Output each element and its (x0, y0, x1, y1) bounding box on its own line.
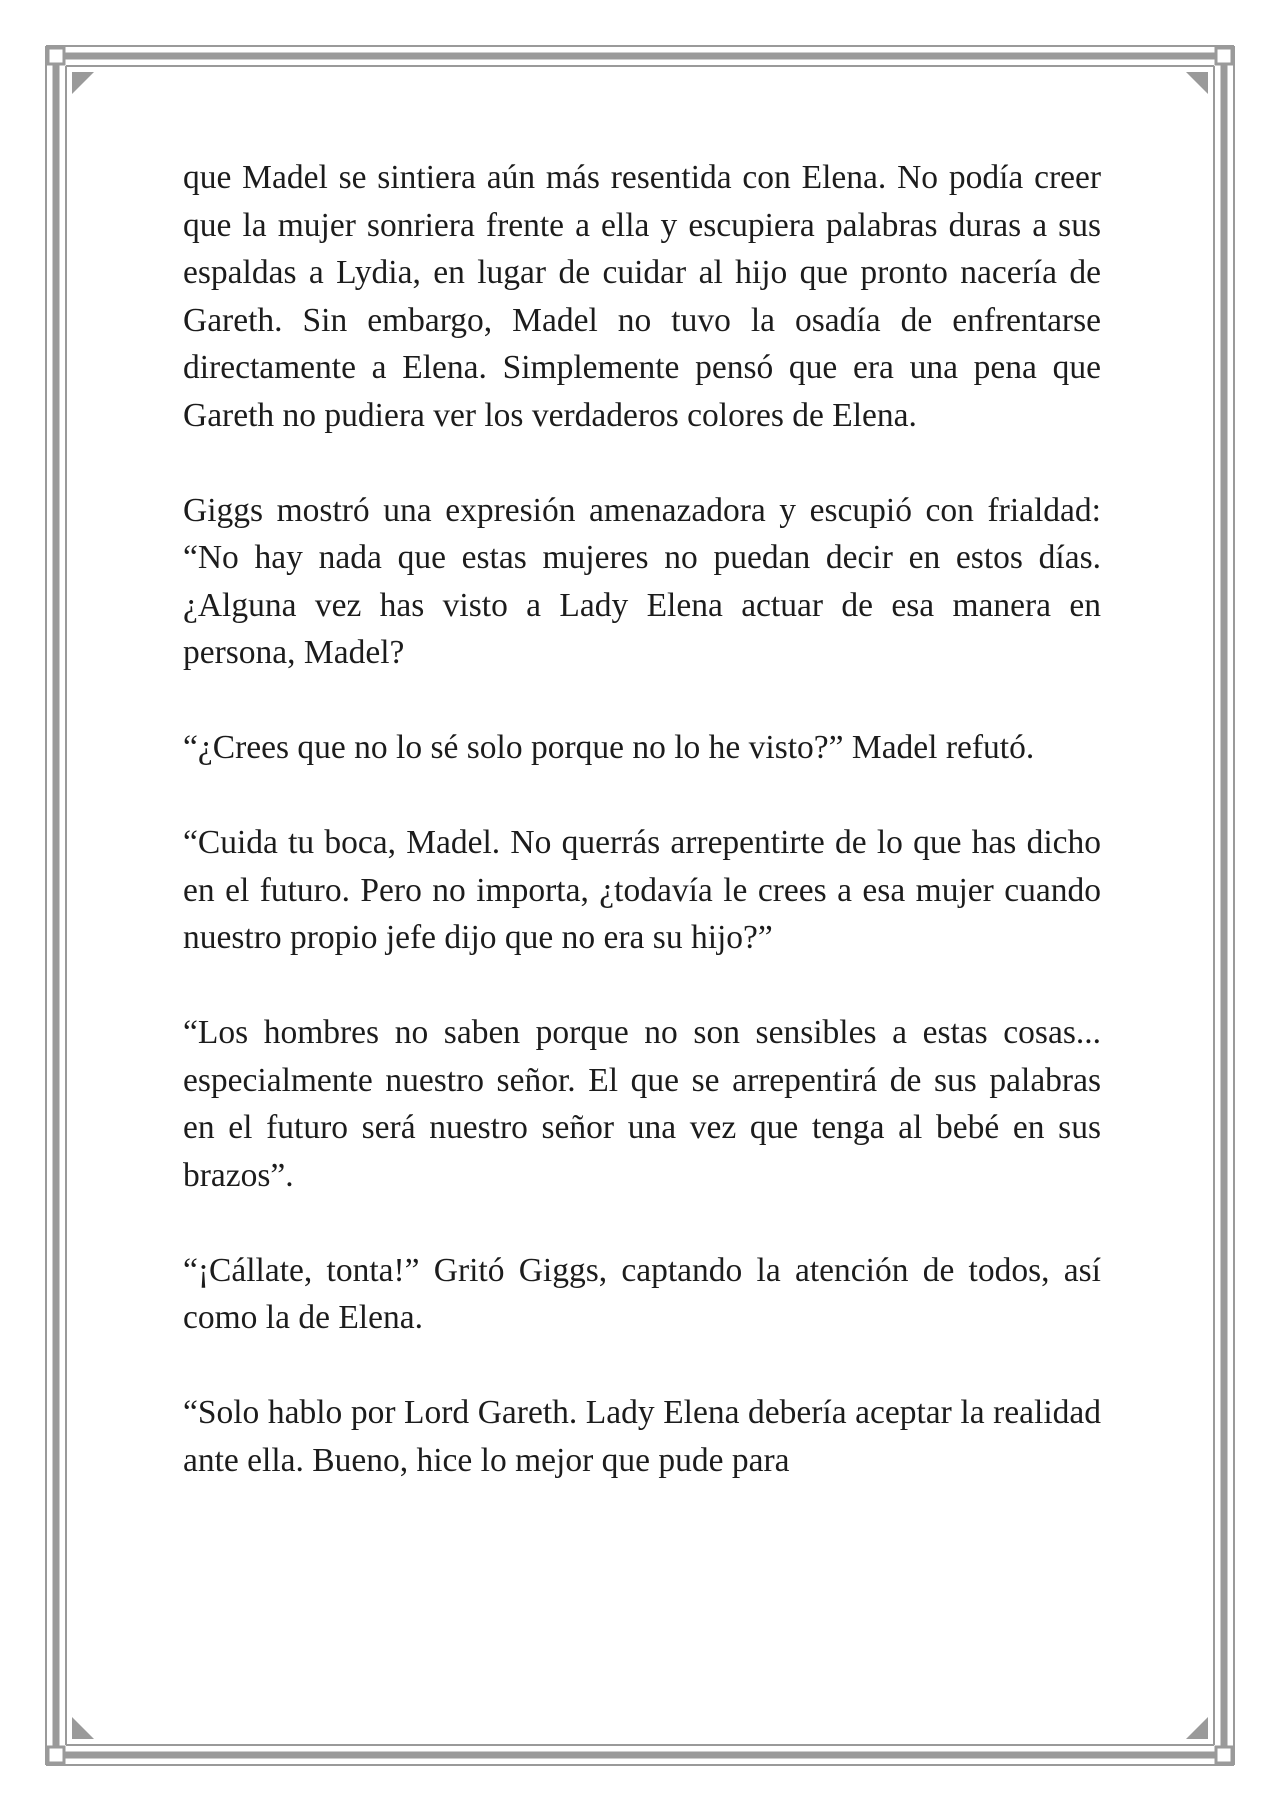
corner-square-top-right (1216, 48, 1232, 64)
corner-ornament-bottom-left (72, 1717, 94, 1739)
paragraph: “Solo hablo por Lord Gareth. Lady Elena debería aceptar la realidad ante ella. Bueno, hice lo mejor que pude para (183, 1394, 1101, 1479)
paragraph: Giggs mostró una expresión amenazadora y escupió con frialdad: “No hay nada que estas mujeres no puedan decir en estos días. ¿Alguna vez has visto a Lady Elena actuar de esa manera en persona, Madel? (183, 491, 1101, 671)
paragraph: “¿Crees que no lo sé solo porque no lo he visto?” Madel refutó. (183, 729, 1035, 766)
corner-square-bottom-right (1216, 1747, 1232, 1763)
corner-square-top-left (48, 48, 64, 64)
paragraph: que Madel se sintiera aún más resentida con Elena. No podía creer que la mujer sonriera frente a ella y escupiera palabras duras a sus espaldas a Lydia, en lugar de cuidar al hijo que pronto nacería de Gareth. Sin embargo, Madel no tuvo la osadía de enfrentarse directamente a Elena. Simplemente pensó que era una pena que Gareth no pudiera ver los verdaderos colores de Elena. (183, 159, 1101, 434)
page-body-text (183, 154, 1101, 1484)
corner-ornament-top-left (72, 72, 94, 94)
corner-ornament-top-right (1186, 72, 1208, 94)
paragraph: “Los hombres no saben porque no son sensibles a estas cosas... especialmente nuestro señor. El que se arrepentirá de sus palabras en el futuro será nuestro señor una vez que tenga al bebé en sus brazos”. (183, 1014, 1101, 1194)
corner-ornament-bottom-right (1186, 1717, 1208, 1739)
paragraph: “Cuida tu boca, Madel. No querrás arrepentirte de lo que has dicho en el futuro. Pero no importa, ¿todavía le crees a esa mujer cuando nuestro propio jefe dijo que no era su hijo?” (183, 824, 1101, 956)
corner-square-bottom-left (48, 1747, 64, 1763)
paragraph: “¡Cállate, tonta!” Gritó Giggs, captando la atención de todos, así como la de Elena. (183, 1251, 1101, 1336)
